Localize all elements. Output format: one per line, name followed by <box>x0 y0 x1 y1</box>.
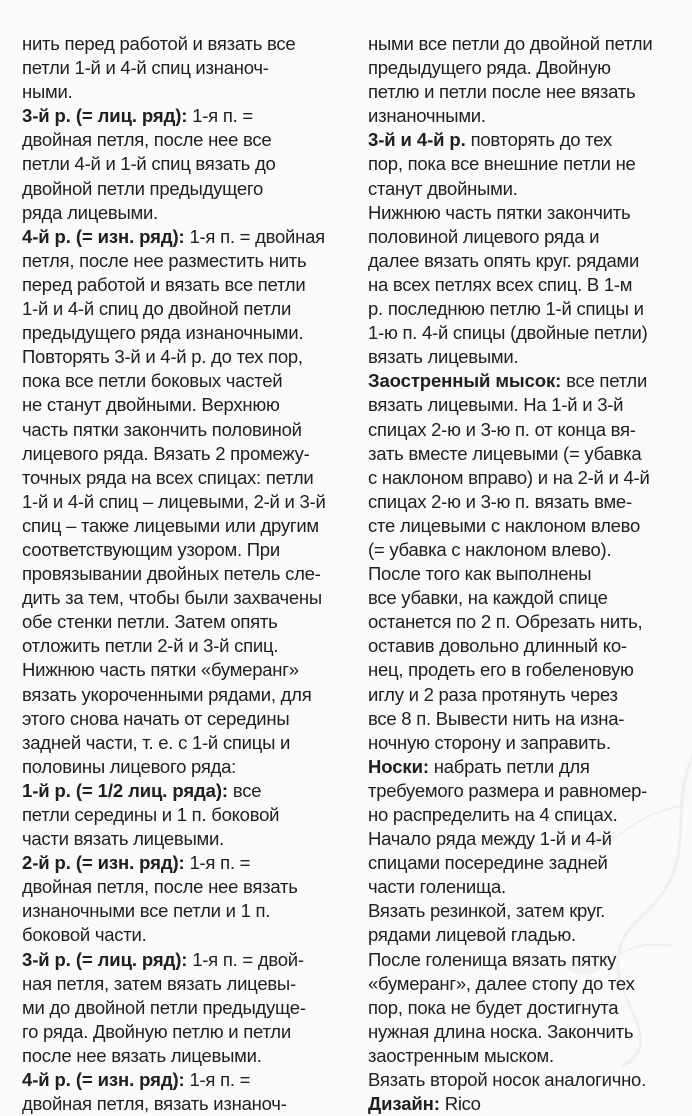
text-line <box>368 803 686 827</box>
text-line <box>22 731 344 755</box>
text-line <box>22 321 344 345</box>
text-line <box>22 345 344 369</box>
body-text: все 8 п. Вывести нить на изна- <box>368 707 625 729</box>
text-line <box>22 128 344 152</box>
text-line <box>368 875 686 899</box>
body-text: 1-й и 4-й спиц до двойной петли <box>22 298 292 320</box>
body-text: нить перед работой и вязать все <box>22 33 296 54</box>
text-line <box>368 490 686 514</box>
body-text: петли 1-й и 4-й спиц изнаноч- <box>22 57 269 79</box>
text-line <box>22 56 344 80</box>
body-text: спицах 2-ю и 3-ю п. от конца вя- <box>368 418 636 440</box>
body-text: нужная длина носка. Закончить <box>368 1020 634 1042</box>
text-line <box>22 80 344 104</box>
body-text: двойной петли предыдущего <box>22 177 264 199</box>
text-line <box>368 345 686 369</box>
text-line <box>368 562 686 586</box>
text-line <box>368 683 686 707</box>
section-heading: Носки: <box>368 755 429 777</box>
text-line <box>368 538 686 562</box>
text-line <box>22 827 344 851</box>
body-text: ряда лицевыми. <box>22 201 158 223</box>
body-text: ными все петли до двойной петли <box>368 33 653 54</box>
section-heading: 3-й и 4-й р. <box>368 129 466 151</box>
body-text: 1-я п. = <box>184 1069 251 1091</box>
text-line <box>368 442 686 466</box>
text-line <box>368 755 686 779</box>
text-line <box>368 1044 686 1068</box>
text-line <box>368 779 686 803</box>
body-text: петли середины и 1 п. боковой <box>22 804 280 825</box>
body-text: 1-я п. = <box>187 105 253 127</box>
text-line <box>368 80 686 104</box>
text-line <box>22 707 344 731</box>
body-text: вязать лицевыми. На 1-й и 3-й <box>368 394 624 416</box>
text-line <box>22 538 344 562</box>
body-text: требуемого размера и равномер- <box>368 779 648 801</box>
text-line <box>368 610 686 634</box>
text-line <box>368 128 686 152</box>
body-text: не станут двойными. Верхнюю <box>22 394 280 416</box>
text-line <box>22 225 344 249</box>
body-text: набрать петли для <box>428 755 590 777</box>
body-text: ная петля, затем вязать лицевы- <box>22 972 296 994</box>
text-line <box>22 875 344 899</box>
text-line <box>22 273 344 297</box>
body-text: «бумеранг», далее стопу до тех <box>368 972 635 994</box>
text-line <box>368 152 686 176</box>
body-text: нец, продеть его в гобеленовую <box>368 659 634 681</box>
text-line <box>368 466 686 490</box>
text-line <box>22 490 344 514</box>
body-text: но распределить на 4 спицах. <box>368 804 618 825</box>
body-text: предыдущего ряда изнаночными. <box>22 322 304 344</box>
text-line <box>22 1092 344 1116</box>
body-text: вязать лицевыми. <box>368 346 519 368</box>
section-heading: Заостренный мысок: <box>368 370 562 392</box>
text-line <box>368 1068 686 1092</box>
body-text: дить за тем, чтобы были захвачены <box>22 587 322 609</box>
text-line <box>368 393 686 417</box>
body-text: с наклоном вправо) и на 2-й и 4-й <box>368 466 650 488</box>
body-text: Нижнюю часть пятки «бумеранг» <box>22 659 299 681</box>
body-text: останется по 2 п. Обрезать нить, <box>368 611 643 633</box>
body-text: 1-я п. = двой- <box>187 948 304 970</box>
body-text: петля, после нее разместить нить <box>22 249 307 271</box>
text-line <box>368 514 686 538</box>
body-text: предыдущего ряда. Двойную <box>368 57 611 79</box>
text-line <box>22 249 344 273</box>
section-heading: 4-й р. (= изн. ряд): <box>22 225 185 247</box>
text-line <box>22 369 344 393</box>
body-text: 1-я п. = <box>184 852 251 874</box>
body-text: Повторять 3-й и 4-й р. до тех пор, <box>22 346 303 368</box>
text-line <box>368 827 686 851</box>
body-text: Вязать второй носок аналогично. <box>368 1069 646 1091</box>
body-text: спиц – также лицевыми или другим <box>22 514 319 536</box>
body-text: лицевого ряда. Вязать 2 промежу- <box>22 442 310 464</box>
text-column-right <box>368 32 686 1116</box>
body-text: половины лицевого ряда: <box>22 755 237 777</box>
body-text: пока все петли боковых частей <box>22 370 283 392</box>
body-text: заостренным мыском. <box>368 1044 554 1066</box>
text-line <box>368 707 686 731</box>
text-line <box>22 297 344 321</box>
body-text: изнаночными. <box>368 105 486 127</box>
body-text: двойная петля, после нее все <box>22 129 272 151</box>
text-line <box>368 249 686 273</box>
text-line <box>22 683 344 707</box>
text-line <box>368 851 686 875</box>
text-line <box>22 1068 344 1092</box>
body-text: 1-й и 4-й спиц – лицевыми, 2-й и 3-й <box>22 490 326 512</box>
text-line <box>368 201 686 225</box>
body-text: Нижнюю часть пятки закончить <box>368 201 631 223</box>
text-line <box>22 152 344 176</box>
section-heading: 3-й р. (= лиц. ряд): <box>22 948 188 970</box>
text-line <box>22 972 344 996</box>
text-line <box>22 923 344 947</box>
text-line <box>368 104 686 128</box>
body-text: (= убавка с наклоном влево). <box>368 538 612 560</box>
body-text: этого снова начать от середины <box>22 707 290 729</box>
body-text: половиной лицевого ряда и <box>368 225 600 247</box>
body-text: перед работой и вязать все петли <box>22 273 306 295</box>
body-text: станут двойными. <box>368 177 518 199</box>
text-line <box>22 1044 344 1068</box>
body-text: далее вязать опять круг. рядами <box>368 249 640 271</box>
body-text: После того как выполнены <box>368 563 592 585</box>
section-heading: 2-й р. (= изн. ряд): <box>22 852 185 874</box>
body-text: сте лицевыми с наклоном влево <box>368 514 641 536</box>
body-text: части голенища. <box>368 876 506 898</box>
body-text: двойная петля, вязать изнаноч- <box>22 1093 287 1115</box>
text-line <box>368 32 686 56</box>
text-line <box>22 562 344 586</box>
text-line <box>368 586 686 610</box>
text-line <box>368 418 686 442</box>
text-line <box>368 177 686 201</box>
body-text: После голенища вязать пятку <box>368 948 617 970</box>
text-line <box>22 803 344 827</box>
text-line <box>368 369 686 393</box>
body-text: отложить петли 2-й и 3-й спиц. <box>22 635 279 657</box>
text-line <box>22 634 344 658</box>
body-text: ными. <box>22 81 73 103</box>
body-text: рядами лицевой гладью. <box>368 924 576 946</box>
text-line <box>22 658 344 682</box>
body-text: все петли <box>561 370 648 392</box>
body-text: часть пятки закончить половиной <box>22 418 302 440</box>
text-line <box>22 610 344 634</box>
body-text: р. последнюю петлю 1-й спицы и <box>368 298 644 320</box>
body-text: на всех петлях всех спиц. В 1-м <box>368 273 633 295</box>
text-line <box>368 1092 686 1116</box>
section-heading: 1-й р. (= 1/2 лиц. ряда): <box>22 779 228 801</box>
text-line <box>22 201 344 225</box>
body-text: задней части, т. е. с 1-й спицы и <box>22 731 291 753</box>
body-text: ночную сторону и заправить. <box>368 731 611 753</box>
body-text: Начало ряда между 1-й и 4-й <box>368 828 612 850</box>
body-text: оставив довольно длинный ко- <box>368 635 627 657</box>
text-line <box>22 442 344 466</box>
body-text: двойная петля, после нее вязать <box>22 876 298 898</box>
body-text: зать вместе лицевыми (= убавка <box>368 442 642 464</box>
text-line <box>368 297 686 321</box>
text-line <box>368 972 686 996</box>
text-line <box>368 273 686 297</box>
text-line <box>368 321 686 345</box>
body-text: иглу и 2 раза протянуть через <box>368 683 618 705</box>
body-text: боковой части. <box>22 924 147 946</box>
body-text: провязывании двойных петель сле- <box>22 563 321 585</box>
text-line <box>22 32 344 56</box>
text-line <box>368 923 686 947</box>
text-line <box>22 514 344 538</box>
body-text: пор, пока все внешние петли не <box>368 153 636 175</box>
body-text: соответствующим узором. При <box>22 538 280 560</box>
body-text: Rico <box>439 1093 481 1115</box>
text-line <box>22 418 344 442</box>
text-line <box>22 755 344 779</box>
body-text: спицами посередине задней <box>368 852 608 874</box>
body-text: 1-ю п. 4-й спицы (двойные петли) <box>368 322 648 344</box>
text-line <box>22 586 344 610</box>
text-line <box>368 56 686 80</box>
text-line <box>22 104 344 128</box>
body-text: пор, пока не будет достигнута <box>368 996 619 1018</box>
body-text: после нее вязать лицевыми. <box>22 1044 262 1066</box>
text-line <box>368 899 686 923</box>
text-line <box>368 948 686 972</box>
body-text: повторять до тех <box>465 129 612 151</box>
text-column-left <box>22 32 344 1116</box>
body-text: спицах 2-ю и 3-ю п. вязать вме- <box>368 490 632 512</box>
body-text: вязать укороченными рядами, для <box>22 683 312 705</box>
text-line <box>368 731 686 755</box>
body-text: точных ряда на всех спицах: петли <box>22 466 314 488</box>
body-text: 1-я п. = двойная <box>184 225 325 247</box>
text-line <box>22 779 344 803</box>
text-line <box>368 996 686 1020</box>
text-line <box>22 393 344 417</box>
text-line <box>368 225 686 249</box>
section-heading: 3-й р. (= лиц. ряд): <box>22 105 188 127</box>
body-text: Вязать резинкой, затем круг. <box>368 900 606 922</box>
body-text: все убавки, на каждой спице <box>368 587 608 609</box>
body-text: части вязать лицевыми. <box>22 828 225 850</box>
text-line <box>22 1020 344 1044</box>
text-line <box>368 634 686 658</box>
body-text: ми до двойной петли предыдуще- <box>22 996 306 1018</box>
text-line <box>22 996 344 1020</box>
text-line <box>22 948 344 972</box>
section-heading: 4-й р. (= изн. ряд): <box>22 1069 185 1091</box>
section-heading: Дизайн: <box>368 1093 440 1115</box>
text-line <box>22 851 344 875</box>
body-text: обе стенки петли. Затем опять <box>22 611 278 633</box>
body-text: петлю и петли после нее вязать <box>368 81 636 103</box>
body-text: изнаночными все петли и 1 п. <box>22 900 271 922</box>
body-text: го ряда. Двойную петлю и петли <box>22 1020 291 1042</box>
text-line <box>368 1020 686 1044</box>
body-text: все <box>228 779 262 801</box>
text-line <box>22 177 344 201</box>
text-line <box>22 466 344 490</box>
text-line <box>22 899 344 923</box>
text-line <box>368 658 686 682</box>
body-text: петли 4-й и 1-й спиц вязать до <box>22 153 276 175</box>
